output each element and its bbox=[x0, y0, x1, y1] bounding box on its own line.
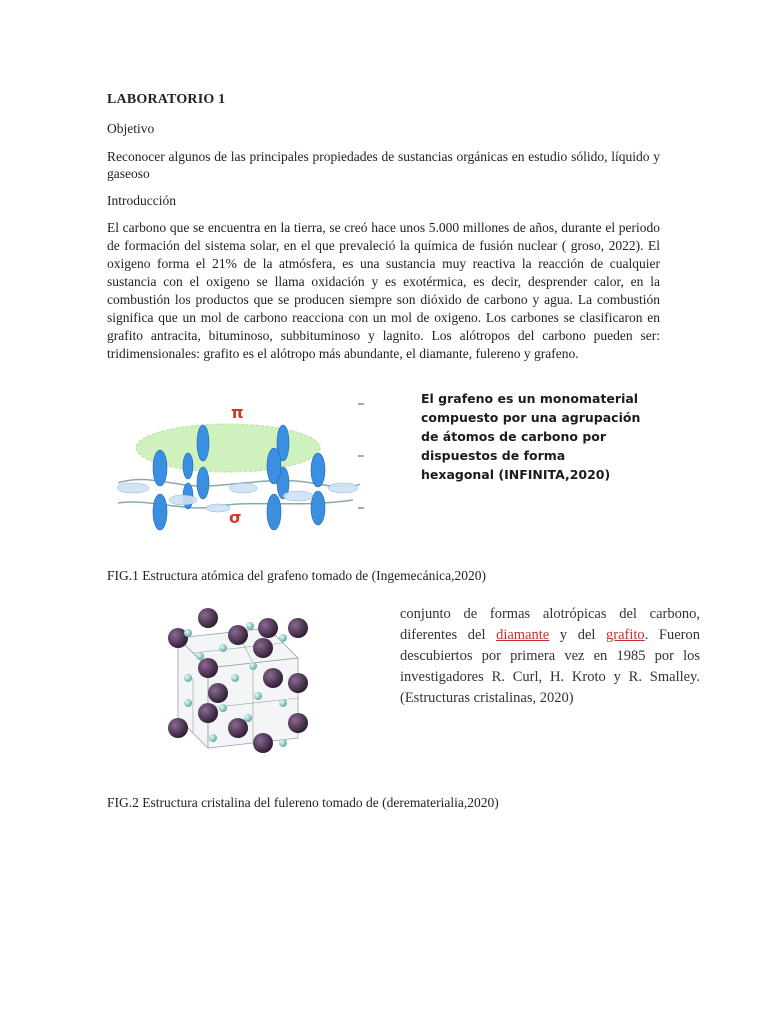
graphene-description: El grafeno es un monomaterial compuesto por una agrupación de átomos de carbono por dispuestos de forma hexagonal (INFINITA,2020) bbox=[421, 391, 641, 482]
objective-text: Reconocer algunos de las principales propiedades de sustancias orgánicas en estudio sólido, líquido y gaseoso bbox=[107, 149, 660, 181]
graphene-orbital-figure bbox=[108, 388, 370, 553]
pi-label: π bbox=[231, 403, 244, 422]
fullerene-text-part3: . Fueron descubiertos por primera vez en 1985 por los investigadores R. Curl, H. Kroto y R. Smalley. (Estructuras cristalinas, 2020) bbox=[400, 627, 700, 706]
fullerene-text-part1: conjunto de formas alotrópicas del carbono, diferentes del bbox=[400, 606, 700, 643]
fullerene-crystal-figure bbox=[158, 608, 318, 760]
figure2-caption: FIG.2 Estructura cristalina del fulereno tomado de (derematerialia,2020) bbox=[107, 795, 499, 810]
objective-heading: Objetivo bbox=[107, 121, 155, 136]
intro-text: El carbono que se encuentra en la tierra, se creó hace unos 5.000 millones de años, durante el periodo de formación del sistema solar, en el que prevaleció la química de fusión nuclear ( groso, 2022). El oxigeno forma el 21% de la atmósfera, es una sustancia muy reactiva la reacción de cualquier sustancia con el oxigeno se llama oxidación y es exotérmica, es decir, desprender calor, en la combustión los productos que se producen siempre son dióxido de carbono y agua. La combustión significa que un mol de carbono reacciona con un mol de oxigeno. Los carbones se clasificaron en grafito antracita, bituminoso, subbituminoso y lagnito. Los alótropos del carbono pueden ser: tridimensionales: grafito es el alótropo más abundante, el diamante, fulereno y grafeno. bbox=[107, 220, 660, 361]
link-diamante[interactable]: diamante bbox=[496, 627, 550, 643]
intro-heading: Introducción bbox=[107, 193, 176, 208]
sigma-label: σ bbox=[229, 508, 242, 527]
document-title: LABORATORIO 1 bbox=[107, 92, 226, 107]
fullerene-text-part2: y del bbox=[549, 627, 607, 643]
figure1-caption: FIG.1 Estructura atómica del grafeno tomado de (Ingemecánica,2020) bbox=[107, 568, 486, 583]
fullerene-description bbox=[400, 604, 700, 709]
link-grafito[interactable]: grafito bbox=[606, 627, 645, 643]
